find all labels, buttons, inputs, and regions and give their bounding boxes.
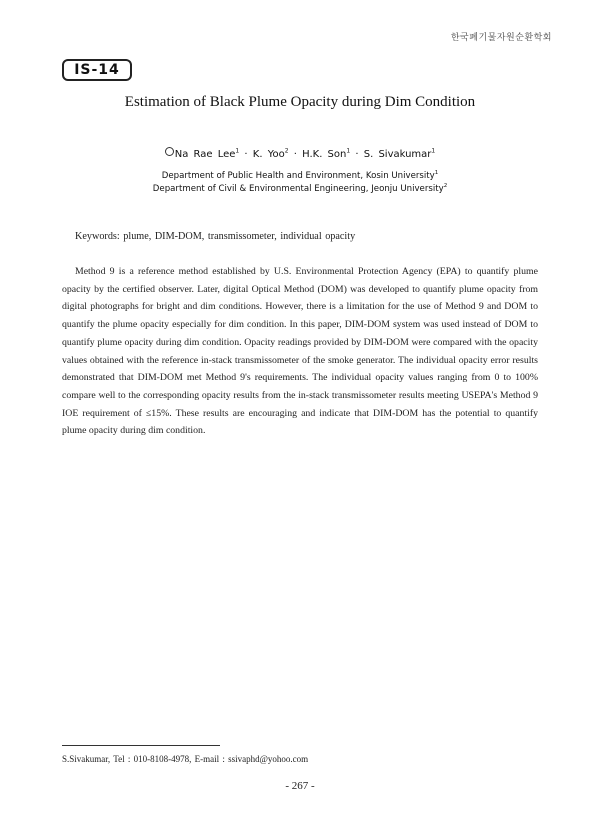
session-code-badge xyxy=(62,59,132,81)
page-number: - 267 - xyxy=(285,780,315,792)
author-affil-mark: 1 xyxy=(431,147,436,155)
presenter-circle-icon xyxy=(165,147,174,156)
author-list xyxy=(0,147,600,160)
abstract-body: Method 9 is a reference method established by U.S. Environmental Protection Agency (EPA) to quantify plume opacity by the certified observer. Later, digital Optical Method (DOM) was developed to quantify plume opacity from digital photographs for bright and dim conditions. However, there is a limitation for the use of Method 9 and DOM to quantify the plume opacity especially for dim condition. In this paper, DIM-DOM system was used instead of DOM to quantify plume opacity during dim condition. Opacity readings provided by DIM-DOM were compared with the opacity values obtained with the reference in-stack transmissometer of the smoke generator. The individual opacity error results demonstrated that DIM-DOM met Method 9's requirements. The individual opacity values ranging from 0 to 100% compare well to the corresponding opacity results from the in-stack transmissometer results meeting USEPA's Method 9 IOE requirement of ≤15%. These results are encouraging and indicate that DIM-DOM has the potential to quantify plume opacity during dim condition. xyxy=(62,266,538,437)
author-affil-mark: 2 xyxy=(284,147,289,155)
author-name: S. Sivakumar xyxy=(363,149,432,160)
keywords-text: plume, DIM-DOM, transmissometer, individual opacity xyxy=(119,231,356,242)
session-code-label: IS-14 xyxy=(74,62,120,78)
affiliation-line xyxy=(0,183,600,194)
author-affil-mark: 1 xyxy=(346,147,351,155)
paper-title: Estimation of Black Plume Opacity during Dim Condition xyxy=(124,94,476,110)
affiliation-mark: 2 xyxy=(443,183,448,189)
author-separator: · xyxy=(239,149,253,160)
keywords-label: Keywords: xyxy=(75,231,120,242)
author-separator: · xyxy=(350,149,364,160)
author-affil-mark: 1 xyxy=(235,147,240,155)
affiliation-mark: 1 xyxy=(434,170,439,176)
affiliation-text: Department of Public Health and Environment, Kosin University xyxy=(161,170,435,181)
author-name: K. Yoo xyxy=(252,149,285,160)
author-separator: · xyxy=(288,149,303,160)
affiliation-text: Department of Civil & Environmental Engineering, Jeonju University xyxy=(152,183,444,194)
keywords-line xyxy=(75,231,355,242)
society-header: 한국폐기물자원순환학회 xyxy=(450,33,552,43)
footnote-divider xyxy=(62,745,220,746)
affiliation-line xyxy=(0,170,600,181)
author-name: H.K. Son xyxy=(302,149,347,160)
author-name: Na Rae Lee xyxy=(174,149,236,160)
corresponding-author-footnote: S.Sivakumar, Tel : 010-8108-4978, E-mail : ssivaphd@yohoo.com xyxy=(62,754,309,764)
